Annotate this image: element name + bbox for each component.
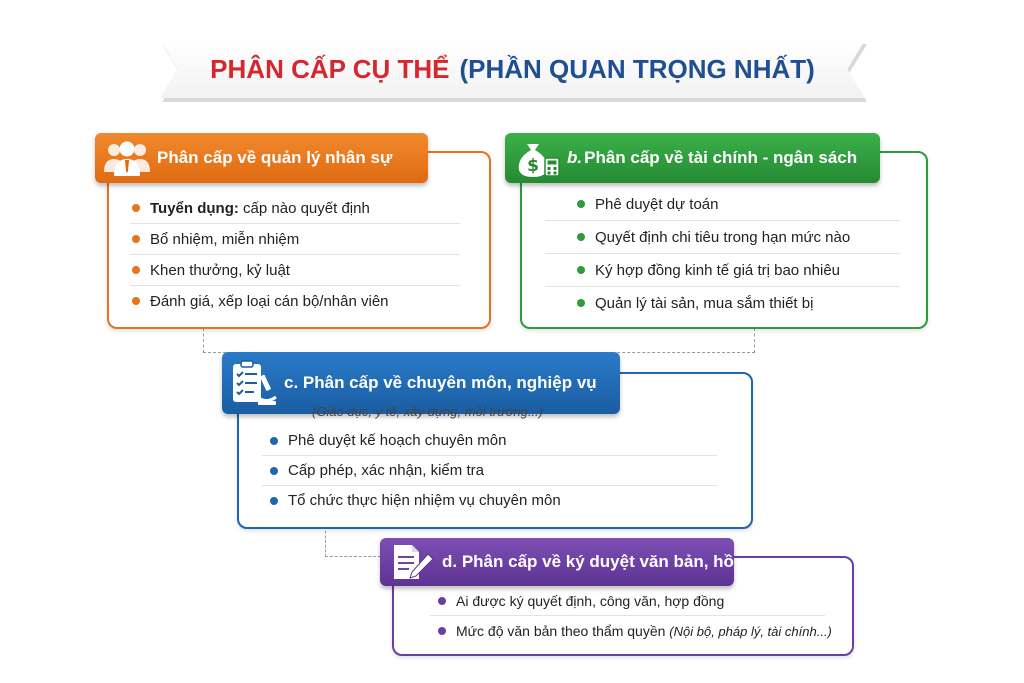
list-item [545, 287, 900, 319]
bullet-dot [270, 497, 278, 505]
list-item [130, 286, 460, 316]
item-text: Ký hợp đồng kinh tế giá trị bao nhiêu [595, 261, 841, 279]
list-item [545, 221, 900, 254]
bullet-dot [132, 204, 140, 212]
list-item [130, 224, 460, 255]
header-finance [505, 133, 880, 183]
bullet-dot [577, 200, 585, 208]
list-item [262, 486, 717, 515]
bullet-dot [132, 266, 140, 274]
bullet-dot [438, 597, 446, 605]
list-item [130, 193, 460, 224]
list-item [262, 426, 717, 456]
bullet-dot [270, 467, 278, 475]
item-bold: Tuyển dụng: [150, 199, 239, 217]
bullet-dot [577, 299, 585, 307]
item-text: Tổ chức thực hiện nhiệm vụ chuyên môn [288, 492, 561, 509]
connector-a-b [203, 328, 755, 353]
item-text: Mức độ văn bản theo thẩm quyền [456, 623, 670, 639]
title-sub: (PHẦN QUAN TRỌNG NHẤT) [459, 53, 815, 84]
list-documents [430, 587, 832, 646]
list-hr [130, 193, 460, 316]
list-item [545, 254, 900, 287]
bullet-dot [270, 437, 278, 445]
bullet-dot [577, 233, 585, 241]
list-item [130, 255, 460, 286]
bullet-dot [577, 266, 585, 274]
list-item [545, 188, 900, 221]
item-note: (Nội bộ, pháp lý, tài chính...) [669, 623, 832, 639]
document-pen-icon [388, 542, 436, 582]
header-documents [380, 538, 761, 586]
bullet-dot [438, 627, 446, 635]
header-professional-title: c. Phân cấp về chuyên môn, nghiệp vụ [284, 373, 597, 392]
connector-c-d [325, 526, 381, 557]
list-professional [262, 426, 717, 515]
item-text: Phê duyệt kế hoạch chuyên môn [288, 432, 507, 449]
item-text: Ai được ký quyết định, công văn, hợp đồng [456, 593, 725, 609]
header-documents-title: d. Phân cấp về ký duyệt văn bản, hồ sơ [442, 552, 761, 571]
title-main: PHÂN CẤP CỤ THỂ [210, 53, 450, 84]
item-text: Khen thưởng, kỷ luật [150, 261, 290, 279]
header-finance-prefix: b. [567, 148, 583, 167]
item-text: Đánh giá, xếp loại cán bộ/nhân viên [150, 292, 389, 310]
money-bag-icon [513, 138, 561, 178]
item-text: Bổ nhiệm, miễn nhiệm [150, 230, 300, 248]
professional-note: (Giáo dục, y tế, xây dựng, môi trường...) [312, 404, 543, 419]
header-hr [95, 133, 428, 183]
list-finance [545, 188, 900, 319]
list-item [262, 456, 717, 486]
item-text: Quản lý tài sản, mua sắm thiết bị [595, 294, 814, 312]
item-text: Quyết định chi tiêu trong hạn mức nào [595, 228, 851, 246]
people-icon [103, 138, 151, 178]
page-title [160, 40, 865, 98]
item-text: cấp nào quyết định [238, 199, 370, 217]
item-text: Cấp phép, xác nhận, kiểm tra [288, 462, 484, 479]
svg-text:$: $ [527, 156, 539, 176]
bullet-dot [132, 297, 140, 305]
bullet-dot [132, 235, 140, 243]
header-hr-title: Phân cấp về quản lý nhân sự [157, 148, 393, 167]
header-finance-title: Phân cấp về tài chính - ngân sách [584, 148, 858, 167]
list-item [430, 616, 832, 646]
item-text: Phê duyệt dự toán [595, 195, 719, 213]
list-item [430, 587, 825, 616]
clipboard-microscope-icon [230, 359, 278, 407]
